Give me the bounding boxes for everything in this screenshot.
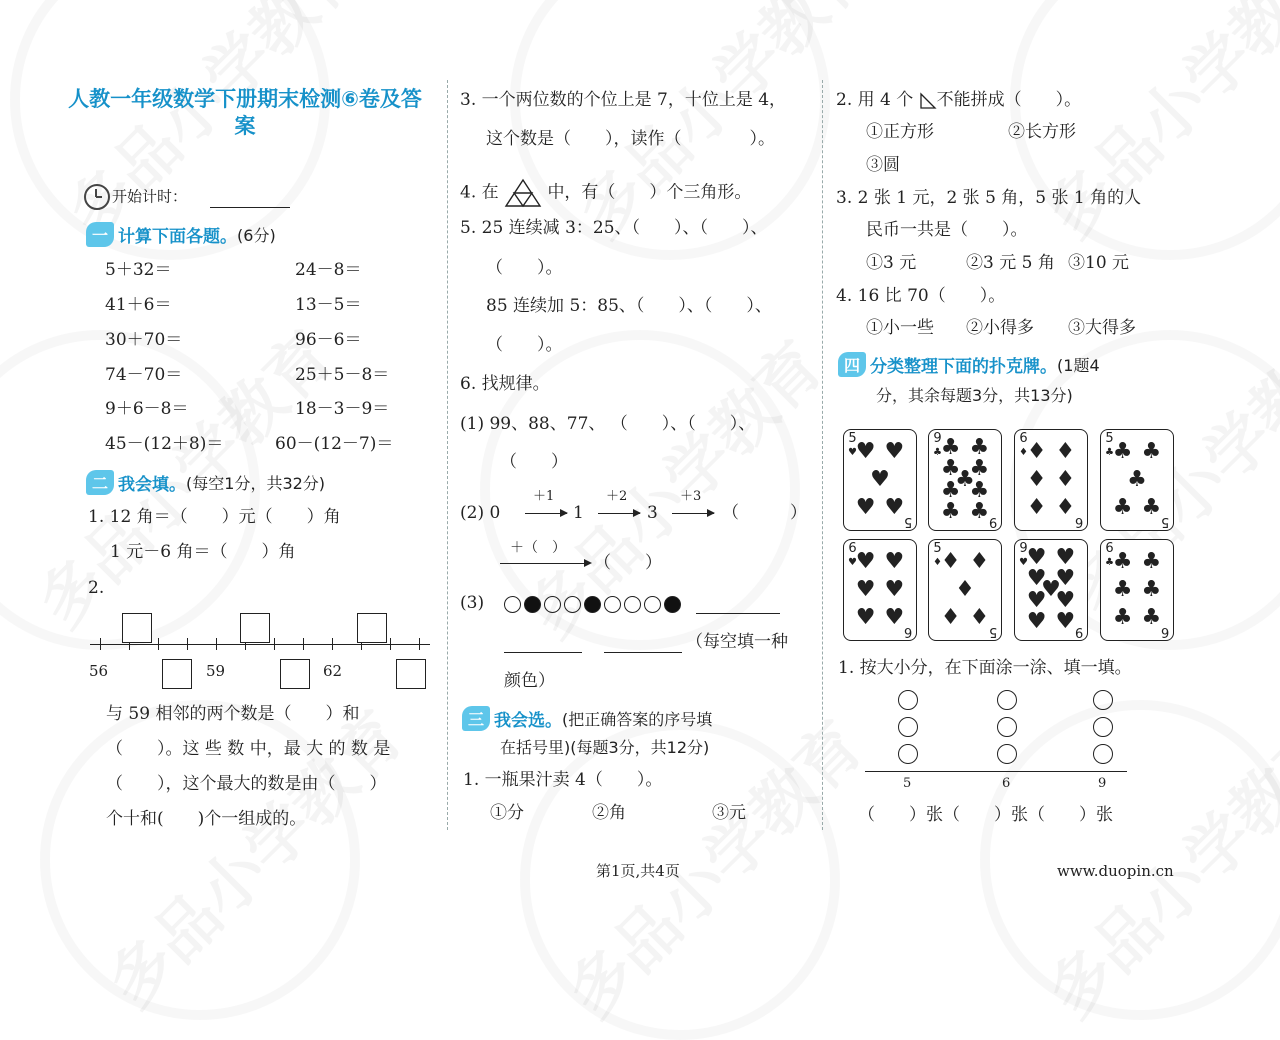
card-suit-icon: ♥ bbox=[1026, 609, 1047, 634]
card-suit-icon: ♦ bbox=[1026, 467, 1047, 492]
card-suit-icon: ♣ bbox=[1112, 549, 1133, 574]
card-suit-icon: ♣ bbox=[940, 499, 961, 524]
card-suit-icon: ♣ bbox=[969, 499, 990, 524]
card-suit-icon: ♣ bbox=[1112, 495, 1133, 520]
option[interactable]: ③10 元 bbox=[1068, 253, 1130, 273]
option[interactable]: ①正方形 bbox=[866, 122, 934, 142]
arrow-head-icon bbox=[560, 509, 568, 517]
card-suit-icon: ♥ bbox=[1055, 545, 1076, 570]
calc-item: 18－3－9＝ bbox=[295, 399, 390, 419]
question-text: 民币一共是（ ）。 bbox=[866, 220, 1028, 240]
card-suit-icon: ♥ bbox=[884, 577, 905, 602]
question-text: 中，有（ ）个三角形。 bbox=[547, 182, 752, 203]
card-suit-icon: ♥ bbox=[855, 549, 876, 574]
right-triangle-icon bbox=[919, 92, 937, 110]
card-suit-icon: ♦ bbox=[1055, 439, 1076, 464]
section-number: 四 bbox=[838, 352, 866, 377]
question-text bbox=[460, 178, 751, 208]
circle[interactable] bbox=[898, 744, 918, 764]
card-suit-icon: ♥ bbox=[1026, 545, 1047, 570]
card-suit-icon: ♣ bbox=[969, 478, 990, 503]
count-blanks: （ ）张（ ）张（ ）张 bbox=[858, 805, 1113, 825]
question-text: 3. 一个两位数的个位上是 7，十位上是 4， bbox=[460, 90, 787, 110]
arrow-head-icon bbox=[584, 559, 592, 567]
circle[interactable] bbox=[898, 690, 918, 710]
card-rank: 6 bbox=[1160, 624, 1169, 639]
axis-label: 9 bbox=[1098, 776, 1107, 791]
card-suit-icon: ♣ bbox=[1141, 439, 1162, 464]
card-suit-icon: ♥ bbox=[1041, 577, 1061, 602]
timer-blank[interactable] bbox=[210, 207, 290, 208]
clock-icon bbox=[84, 184, 110, 210]
chart-baseline bbox=[865, 771, 1127, 772]
card-rank: 6 ♣ bbox=[1105, 541, 1114, 568]
card-suit-icon: ♥ bbox=[1026, 588, 1047, 613]
card-suit-icon: ♦ bbox=[1055, 467, 1076, 492]
question-text: 1 元－6 角＝（ ）角 bbox=[110, 542, 296, 562]
calc-item: 96－6＝ bbox=[295, 330, 362, 350]
question-text: （ ）。 bbox=[486, 258, 563, 278]
card-suit-icon: ♣ bbox=[1141, 549, 1162, 574]
circle[interactable] bbox=[997, 744, 1017, 764]
section-score: (6分) bbox=[237, 226, 276, 245]
column-divider bbox=[447, 80, 448, 830]
card-rank: 5 bbox=[903, 514, 912, 529]
section-score: 在括号里)(每题3分，共12分) bbox=[500, 738, 710, 757]
answer-blank[interactable] bbox=[504, 652, 582, 653]
question-text: 颜色） bbox=[504, 671, 555, 691]
answer-box[interactable] bbox=[396, 659, 426, 689]
card-rank: 6 bbox=[903, 624, 912, 639]
card-rank: 5 bbox=[1160, 514, 1169, 529]
card-suit-icon: ♦ bbox=[955, 577, 975, 602]
option[interactable]: ②3 元 5 角 bbox=[966, 253, 1055, 273]
card-suit-icon: ♣ bbox=[955, 467, 975, 492]
option[interactable]: ①3 元 bbox=[866, 253, 917, 273]
card-suit-icon: ♥ bbox=[884, 439, 905, 464]
option[interactable]: ②角 bbox=[592, 803, 626, 823]
axis-label: 5 bbox=[903, 776, 912, 791]
question-text: 1. 按大小分，在下面涂一涂、填一填。 bbox=[838, 658, 1132, 678]
card-suit-icon: ♥ bbox=[1026, 566, 1047, 591]
card-suit-icon: ♥ bbox=[870, 467, 890, 492]
card-suit-icon: ♣ bbox=[1141, 495, 1162, 520]
card-rank: 5 ♥ bbox=[848, 431, 857, 458]
card-suit-icon: ♥ bbox=[855, 439, 876, 464]
card-rank: 9 ♥ bbox=[1019, 541, 1028, 568]
calc-item: 13－5＝ bbox=[295, 295, 362, 315]
column-divider bbox=[822, 80, 823, 830]
card-rank: 5 bbox=[988, 624, 997, 639]
card-suit-icon: ♥ bbox=[1055, 609, 1076, 634]
arrow-label: ＋（ ） bbox=[510, 540, 566, 556]
circle[interactable] bbox=[997, 690, 1017, 710]
answer-box[interactable] bbox=[162, 659, 192, 689]
circle-pattern bbox=[504, 594, 684, 613]
section-title: 分类整理下面的扑克牌。 bbox=[870, 357, 1058, 377]
section-score: 分，其余每题3分，共13分) bbox=[876, 386, 1073, 405]
option[interactable]: ③圆 bbox=[866, 155, 900, 175]
calc-item: 41＋6＝ bbox=[105, 295, 172, 315]
watermark bbox=[554, 0, 891, 254]
option[interactable]: ③元 bbox=[712, 803, 746, 823]
arrow-head-icon bbox=[707, 509, 715, 517]
card-suit-icon: ♣ bbox=[940, 456, 961, 481]
answer-blank[interactable] bbox=[604, 652, 682, 653]
playing-card bbox=[1014, 429, 1088, 531]
card-suit-icon: ♥ bbox=[1055, 588, 1076, 613]
card-suit-icon: ♣ bbox=[1112, 577, 1133, 602]
arrow-head-icon bbox=[633, 509, 641, 517]
arrow-icon bbox=[500, 563, 590, 564]
pattern-number: 1 bbox=[573, 503, 584, 523]
card-suit-icon: ♣ bbox=[940, 478, 961, 503]
circle[interactable] bbox=[1093, 690, 1113, 710]
card-suit-icon: ♦ bbox=[1026, 495, 1047, 520]
calc-item: 24－8＝ bbox=[295, 260, 362, 280]
option[interactable]: ③大得多 bbox=[1068, 318, 1136, 338]
section-1-header bbox=[86, 222, 276, 247]
card-suit-icon: ♣ bbox=[1112, 439, 1133, 464]
calc-item: 74－70＝ bbox=[105, 365, 183, 385]
card-suit-icon: ♦ bbox=[1026, 439, 1047, 464]
question-text: 与 59 相邻的两个数是（ ）和 bbox=[106, 704, 360, 724]
playing-card bbox=[843, 539, 917, 641]
question-text: 5. 25 连续减 3：25、（ ）、（ ）、 bbox=[460, 218, 768, 238]
question-number: (3) bbox=[460, 593, 485, 613]
circle[interactable] bbox=[997, 717, 1017, 737]
circle[interactable] bbox=[898, 717, 918, 737]
answer-box[interactable] bbox=[280, 659, 310, 689]
answer-box[interactable] bbox=[357, 613, 387, 643]
option[interactable]: ①小一些 bbox=[866, 318, 934, 338]
card-rank: 6 ♥ bbox=[848, 541, 857, 568]
section-number: 三 bbox=[462, 706, 490, 731]
answer-blank[interactable] bbox=[696, 613, 780, 614]
arrow-label: ＋2 bbox=[606, 489, 628, 504]
card-suit-icon: ♥ bbox=[855, 495, 876, 520]
section-2-header bbox=[86, 470, 325, 495]
card-rank: 6 bbox=[1074, 514, 1083, 529]
number-line-label: 62 bbox=[323, 662, 343, 680]
card-rank: 6 ♦ bbox=[1019, 431, 1028, 458]
card-suit-icon: ♥ bbox=[884, 549, 905, 574]
question-text: (1) 99、88、77、 （ ）、（ ）、 bbox=[460, 414, 756, 434]
question-text: （ ） bbox=[500, 452, 568, 472]
card-suit-icon: ♣ bbox=[1112, 605, 1133, 630]
calc-item: 30＋70＝ bbox=[105, 330, 183, 350]
card-suit-icon: ♦ bbox=[940, 605, 961, 630]
page-title: 人教一年级数学下册期末检测⑥卷及答案 bbox=[68, 87, 422, 139]
circle[interactable] bbox=[1093, 717, 1113, 737]
option[interactable]: ②小得多 bbox=[966, 318, 1034, 338]
question-text: 个十和( )个一组成的。 bbox=[106, 809, 307, 829]
card-suit-icon: ♦ bbox=[969, 549, 990, 574]
card-suit-icon: ♥ bbox=[855, 605, 876, 630]
card-suit-icon: ♣ bbox=[1127, 467, 1147, 492]
arrow-label: ＋3 bbox=[680, 489, 702, 504]
calc-item: 60－(12－7)＝ bbox=[275, 434, 394, 454]
card-suit-icon: ♥ bbox=[855, 577, 876, 602]
number-line-label: 56 bbox=[89, 662, 109, 680]
card-suit-icon: ♣ bbox=[969, 456, 990, 481]
question-text: 不能拼成（ ）。 bbox=[936, 90, 1082, 110]
question-text: 85 连续加 5：85、（ ）、（ ）、 bbox=[486, 296, 772, 316]
question-text: 6. 找规律。 bbox=[460, 374, 550, 394]
card-suit-icon: ♥ bbox=[884, 495, 905, 520]
section-3-header bbox=[462, 706, 712, 731]
question-text bbox=[836, 90, 1081, 110]
section-number: 一 bbox=[86, 222, 114, 247]
question-text: 1. 12 角＝（ ）元（ ）角 bbox=[88, 507, 341, 527]
section-score: (把正确答案的序号填 bbox=[562, 710, 713, 729]
option[interactable]: ①分 bbox=[490, 803, 524, 823]
section-title: 计算下面各题。 bbox=[118, 227, 238, 247]
timer-row bbox=[84, 184, 187, 210]
card-suit-icon: ♣ bbox=[1141, 577, 1162, 602]
pattern-blank: （ ） bbox=[594, 553, 662, 573]
pattern-blank: （ ） bbox=[722, 503, 807, 523]
playing-card bbox=[928, 539, 1002, 641]
page-number: 第1页,共4页 bbox=[596, 862, 680, 880]
calc-item: 45－(12＋8)＝ bbox=[105, 434, 224, 454]
card-suit-icon: ♣ bbox=[940, 435, 961, 460]
card-rank: 9 ♣ bbox=[933, 431, 942, 458]
playing-card bbox=[1100, 429, 1174, 531]
question-text: （ ）。这 些 数 中，最 大 的 数 是 bbox=[106, 739, 391, 759]
question-text: （ ），这个最大的数是由（ ） bbox=[106, 774, 387, 794]
pattern-start: (2) 0 bbox=[460, 503, 501, 523]
answer-box[interactable] bbox=[240, 613, 270, 643]
card-suit-icon: ♦ bbox=[969, 605, 990, 630]
question-text: 4. 在 bbox=[460, 182, 499, 203]
option[interactable]: ②长方形 bbox=[1008, 122, 1076, 142]
circle[interactable] bbox=[1093, 744, 1113, 764]
question-text: （ ）。 bbox=[486, 335, 563, 355]
card-suit-icon: ♦ bbox=[940, 549, 961, 574]
card-suit-icon: ♥ bbox=[1055, 566, 1076, 591]
card-suit-icon: ♥ bbox=[884, 605, 905, 630]
card-suit-icon: ♣ bbox=[969, 435, 990, 460]
section-number: 二 bbox=[86, 470, 114, 495]
question-text: 4. 16 比 70（ ）。 bbox=[836, 286, 1006, 306]
question-text: 2. 用 4 个 bbox=[836, 90, 914, 110]
calc-item: 5＋32＝ bbox=[105, 260, 172, 280]
site-url: www.duopin.cn bbox=[1057, 862, 1174, 880]
question-text: 3. 2 张 1 元，2 张 5 角，5 张 1 角的人 bbox=[836, 188, 1142, 208]
playing-card bbox=[928, 429, 1002, 531]
playing-card bbox=[843, 429, 917, 531]
section-title: 我会选。 bbox=[494, 711, 563, 731]
question-number: 2. bbox=[88, 578, 105, 598]
timer-label: 开始计时： bbox=[112, 187, 188, 206]
calc-item: 25＋5－8＝ bbox=[295, 365, 390, 385]
card-rank: 9 bbox=[988, 514, 997, 529]
section-score: (1题4 bbox=[1057, 356, 1100, 375]
calc-item: 9＋6－8＝ bbox=[105, 399, 189, 419]
pattern-number: 3 bbox=[647, 503, 658, 523]
card-rank: 9 bbox=[1074, 624, 1083, 639]
card-suit-icon: ♣ bbox=[1141, 605, 1162, 630]
question-text: 这个数是（ ），读作（ ）。 bbox=[486, 129, 775, 149]
section-score: (每空1分，共32分) bbox=[186, 474, 326, 493]
playing-card bbox=[1100, 539, 1174, 641]
card-rank: 5 ♣ bbox=[1105, 431, 1114, 458]
triangle-figure-icon bbox=[504, 178, 542, 208]
arrow-label: ＋1 bbox=[533, 489, 555, 504]
playing-card bbox=[1014, 539, 1088, 641]
number-line-label: 59 bbox=[206, 662, 226, 680]
card-rank: 5 ♦ bbox=[933, 541, 942, 568]
section-4-header bbox=[838, 352, 1100, 377]
question-text: 1. 一瓶果汁卖 4（ ）。 bbox=[463, 770, 663, 790]
answer-box[interactable] bbox=[122, 613, 152, 643]
axis-label: 6 bbox=[1002, 776, 1011, 791]
card-suit-icon: ♦ bbox=[1055, 495, 1076, 520]
section-title: 我会填。 bbox=[118, 475, 187, 495]
question-text: （每空填一种 bbox=[686, 632, 788, 652]
